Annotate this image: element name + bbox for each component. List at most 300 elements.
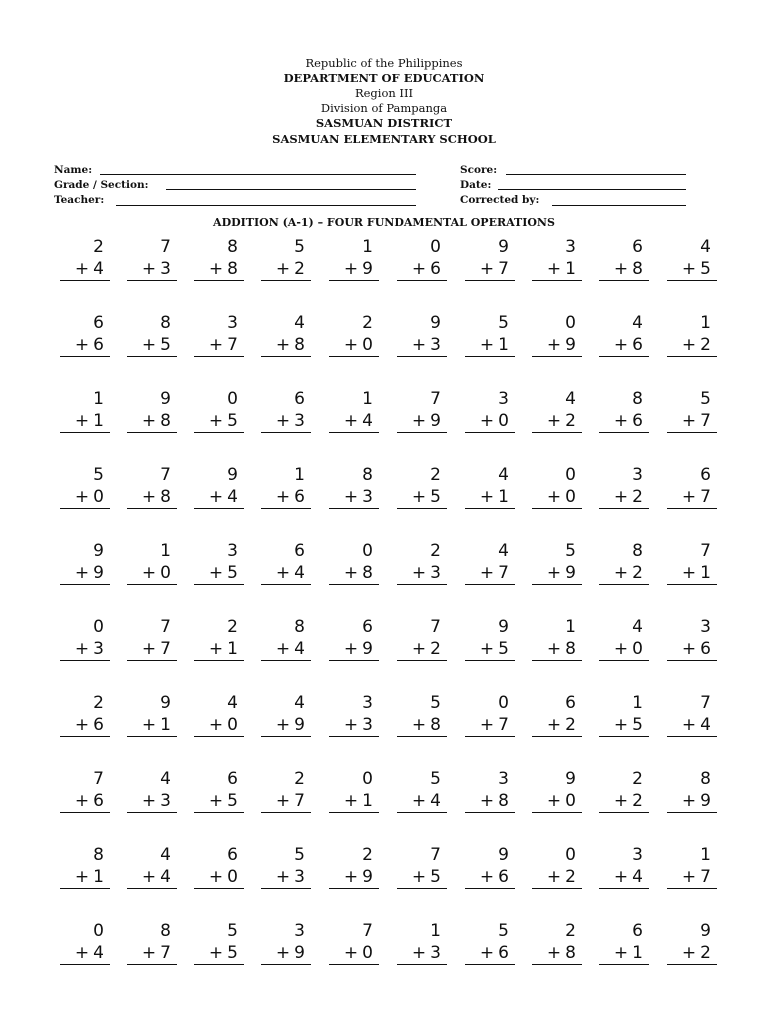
plus-sign: +	[141, 715, 157, 735]
header-school: SASMUAN ELEMENTARY SCHOOL	[272, 132, 496, 146]
plus-sign: +	[411, 791, 427, 811]
addend-bottom-row	[599, 258, 649, 281]
addend-bottom-row	[667, 486, 717, 509]
plus-sign: +	[141, 563, 157, 583]
addend-bottom-row	[127, 486, 177, 509]
addend-top: 8	[294, 617, 305, 637]
addend-top: 7	[362, 921, 373, 941]
addend-bottom: 9	[700, 791, 711, 811]
addend-top: 6	[632, 237, 643, 257]
addend-bottom: 5	[227, 411, 238, 431]
addend-bottom-row	[667, 942, 717, 965]
addend-bottom-row	[599, 334, 649, 357]
addend-bottom-row	[397, 866, 447, 889]
addition-problem	[194, 616, 244, 661]
addend-bottom: 3	[430, 335, 441, 355]
addend-bottom-row	[532, 486, 582, 509]
addend-top: 5	[430, 769, 441, 789]
addend-bottom-row	[667, 714, 717, 737]
plus-sign: +	[411, 563, 427, 583]
plus-sign: +	[74, 715, 90, 735]
addition-problem	[397, 768, 447, 813]
addend-bottom: 6	[430, 259, 441, 279]
plus-sign: +	[546, 715, 562, 735]
plus-sign: +	[343, 335, 359, 355]
plus-sign: +	[546, 335, 562, 355]
addition-problem	[329, 388, 379, 433]
addend-bottom-row	[465, 942, 515, 965]
corrected-by-field[interactable]	[552, 205, 686, 206]
addend-top: 4	[700, 237, 711, 257]
plus-sign: +	[613, 563, 629, 583]
addend-bottom-row	[667, 562, 717, 585]
addend-bottom: 3	[362, 487, 373, 507]
addend-top: 7	[160, 617, 171, 637]
addend-bottom: 9	[430, 411, 441, 431]
addend-bottom: 4	[93, 943, 104, 963]
addition-problem	[194, 844, 244, 889]
addend-bottom-row	[397, 486, 447, 509]
plus-sign: +	[411, 715, 427, 735]
plus-sign: +	[208, 259, 224, 279]
addend-bottom: 5	[227, 943, 238, 963]
addition-problem	[667, 236, 717, 281]
addition-problem	[532, 388, 582, 433]
addend-top: 2	[294, 769, 305, 789]
addition-problem	[194, 692, 244, 737]
addend-top: 6	[362, 617, 373, 637]
addend-bottom-row	[397, 638, 447, 661]
plus-sign: +	[74, 563, 90, 583]
addition-problem	[60, 236, 110, 281]
addend-top: 4	[294, 693, 305, 713]
addend-bottom-row	[329, 714, 379, 737]
addend-top: 5	[700, 389, 711, 409]
plus-sign: +	[479, 715, 495, 735]
plus-sign: +	[681, 867, 697, 887]
addend-bottom: 7	[294, 791, 305, 811]
plus-sign: +	[208, 715, 224, 735]
addend-top: 8	[160, 921, 171, 941]
addend-bottom-row	[397, 714, 447, 737]
addend-bottom: 8	[294, 335, 305, 355]
plus-sign: +	[74, 335, 90, 355]
addend-bottom-row	[329, 790, 379, 813]
addend-bottom-row	[329, 562, 379, 585]
addend-bottom-row	[60, 258, 110, 281]
addition-problem	[532, 920, 582, 965]
addition-problem	[667, 388, 717, 433]
plus-sign: +	[546, 411, 562, 431]
addition-problem	[60, 768, 110, 813]
header-region: Region III	[354, 86, 414, 100]
addend-bottom: 3	[430, 563, 441, 583]
corrected-by-label: Corrected by:	[460, 194, 540, 206]
addend-bottom-row	[667, 638, 717, 661]
addend-top: 2	[362, 845, 373, 865]
plus-sign: +	[681, 943, 697, 963]
addend-bottom: 5	[632, 715, 643, 735]
plus-sign: +	[613, 639, 629, 659]
addend-top: 5	[565, 541, 576, 561]
addend-bottom: 6	[632, 411, 643, 431]
addend-bottom-row	[532, 410, 582, 433]
addend-bottom: 1	[93, 867, 104, 887]
addend-top: 3	[632, 465, 643, 485]
addend-top: 6	[93, 313, 104, 333]
addend-bottom-row	[127, 866, 177, 889]
plus-sign: +	[208, 639, 224, 659]
plus-sign: +	[479, 259, 495, 279]
teacher-field[interactable]	[116, 205, 416, 206]
addition-problem	[465, 236, 515, 281]
addend-top: 4	[632, 617, 643, 637]
addend-top: 7	[430, 389, 441, 409]
addend-bottom: 5	[498, 639, 509, 659]
name-field[interactable]	[100, 174, 416, 175]
addend-top: 9	[160, 389, 171, 409]
addend-bottom-row	[261, 334, 311, 357]
addend-top: 3	[227, 541, 238, 561]
plus-sign: +	[74, 259, 90, 279]
plus-sign: +	[411, 335, 427, 355]
addend-bottom-row	[465, 334, 515, 357]
addend-top: 8	[160, 313, 171, 333]
addend-top: 4	[160, 769, 171, 789]
score-field[interactable]	[506, 174, 686, 175]
addend-bottom: 7	[700, 411, 711, 431]
addition-problem	[465, 464, 515, 509]
plus-sign: +	[74, 791, 90, 811]
addition-problem	[127, 692, 177, 737]
addition-problem	[532, 768, 582, 813]
addition-problem	[599, 464, 649, 509]
addend-top: 4	[632, 313, 643, 333]
addend-bottom: 0	[565, 791, 576, 811]
addition-problem	[127, 844, 177, 889]
addend-bottom: 3	[430, 943, 441, 963]
addend-top: 9	[498, 617, 509, 637]
addend-top: 6	[700, 465, 711, 485]
addition-problem	[194, 312, 244, 357]
addend-bottom-row	[194, 486, 244, 509]
addend-bottom-row	[127, 942, 177, 965]
addend-bottom: 4	[227, 487, 238, 507]
plus-sign: +	[208, 563, 224, 583]
addend-bottom-row	[532, 942, 582, 965]
addend-bottom: 7	[498, 563, 509, 583]
addend-top: 2	[632, 769, 643, 789]
addition-problem	[60, 388, 110, 433]
addend-bottom: 4	[362, 411, 373, 431]
addend-bottom-row	[532, 638, 582, 661]
addend-top: 0	[362, 541, 373, 561]
plus-sign: +	[411, 487, 427, 507]
plus-sign: +	[141, 639, 157, 659]
addend-bottom: 2	[700, 943, 711, 963]
addition-problem	[60, 312, 110, 357]
addend-bottom-row	[60, 562, 110, 585]
plus-sign: +	[479, 943, 495, 963]
addend-top: 8	[227, 237, 238, 257]
addition-problem	[599, 236, 649, 281]
addition-problem	[532, 692, 582, 737]
addition-problem	[667, 692, 717, 737]
addend-bottom: 3	[294, 867, 305, 887]
addend-top: 9	[227, 465, 238, 485]
addend-bottom: 2	[565, 867, 576, 887]
addend-bottom-row	[127, 790, 177, 813]
addend-bottom-row	[599, 562, 649, 585]
addend-bottom: 0	[362, 335, 373, 355]
addend-bottom: 1	[227, 639, 238, 659]
addend-top: 9	[498, 237, 509, 257]
addend-bottom-row	[60, 866, 110, 889]
addend-bottom: 9	[294, 943, 305, 963]
addend-top: 8	[93, 845, 104, 865]
addition-problem	[532, 844, 582, 889]
addend-bottom: 0	[160, 563, 171, 583]
addend-bottom-row	[667, 410, 717, 433]
addition-problem	[397, 616, 447, 661]
plus-sign: +	[479, 411, 495, 431]
addend-bottom-row	[599, 942, 649, 965]
addition-problem	[397, 464, 447, 509]
addend-bottom-row	[194, 562, 244, 585]
addend-bottom: 8	[430, 715, 441, 735]
plus-sign: +	[613, 715, 629, 735]
addend-top: 7	[160, 237, 171, 257]
addend-top: 0	[227, 389, 238, 409]
plus-sign: +	[681, 487, 697, 507]
addition-problem	[261, 464, 311, 509]
addend-bottom: 9	[93, 563, 104, 583]
grade-section-field[interactable]	[166, 189, 416, 190]
addend-top: 0	[565, 845, 576, 865]
addend-bottom-row	[194, 638, 244, 661]
addend-bottom: 4	[632, 867, 643, 887]
addend-bottom-row	[329, 638, 379, 661]
addend-bottom: 1	[700, 563, 711, 583]
plus-sign: +	[411, 639, 427, 659]
addend-bottom-row	[194, 714, 244, 737]
addend-bottom-row	[397, 334, 447, 357]
addend-bottom: 2	[700, 335, 711, 355]
plus-sign: +	[343, 563, 359, 583]
addition-problem	[599, 920, 649, 965]
addend-bottom: 0	[632, 639, 643, 659]
addition-problem	[465, 540, 515, 585]
addition-problem	[194, 236, 244, 281]
addend-bottom: 3	[93, 639, 104, 659]
addend-bottom: 0	[498, 411, 509, 431]
addend-top: 5	[430, 693, 441, 713]
addition-problem	[261, 768, 311, 813]
addition-problem	[329, 616, 379, 661]
addition-problem	[667, 312, 717, 357]
addend-bottom-row	[261, 638, 311, 661]
addend-bottom-row	[397, 562, 447, 585]
addend-bottom-row	[329, 410, 379, 433]
plus-sign: +	[613, 487, 629, 507]
addend-bottom: 6	[294, 487, 305, 507]
addend-top: 1	[632, 693, 643, 713]
addend-bottom: 3	[160, 791, 171, 811]
addend-bottom-row	[599, 486, 649, 509]
addend-top: 8	[632, 541, 643, 561]
plus-sign: +	[74, 867, 90, 887]
addend-bottom: 6	[632, 335, 643, 355]
addition-problem	[667, 768, 717, 813]
addend-bottom: 8	[498, 791, 509, 811]
header-district: SASMUAN DISTRICT	[315, 116, 453, 130]
addend-bottom: 7	[498, 259, 509, 279]
addend-bottom-row	[465, 790, 515, 813]
addition-problem	[465, 920, 515, 965]
addend-bottom-row	[532, 258, 582, 281]
addend-bottom-row	[465, 258, 515, 281]
score-label: Score:	[460, 164, 498, 176]
addend-bottom: 3	[160, 259, 171, 279]
addition-problem	[667, 920, 717, 965]
addend-top: 9	[93, 541, 104, 561]
addend-top: 7	[700, 541, 711, 561]
addend-bottom: 5	[430, 867, 441, 887]
addend-top: 1	[700, 313, 711, 333]
addend-bottom-row	[599, 638, 649, 661]
header-department: DEPARTMENT OF EDUCATION	[283, 71, 485, 85]
addend-bottom: 2	[632, 791, 643, 811]
plus-sign: +	[681, 563, 697, 583]
plus-sign: +	[479, 791, 495, 811]
plus-sign: +	[208, 943, 224, 963]
addend-top: 7	[430, 617, 441, 637]
addition-problem	[599, 616, 649, 661]
addition-problem	[127, 464, 177, 509]
addend-top: 3	[498, 389, 509, 409]
addend-bottom: 8	[565, 639, 576, 659]
addition-problem	[599, 768, 649, 813]
problem-grid	[0, 236, 768, 976]
plus-sign: +	[275, 335, 291, 355]
addend-top: 2	[227, 617, 238, 637]
plus-sign: +	[479, 563, 495, 583]
addend-top: 5	[498, 313, 509, 333]
plus-sign: +	[208, 487, 224, 507]
addend-bottom-row	[194, 790, 244, 813]
addend-top: 2	[430, 465, 441, 485]
plus-sign: +	[613, 411, 629, 431]
addend-bottom-row	[127, 562, 177, 585]
plus-sign: +	[275, 639, 291, 659]
addition-problem	[194, 388, 244, 433]
plus-sign: +	[546, 943, 562, 963]
addition-problem	[329, 236, 379, 281]
addition-problem	[397, 844, 447, 889]
addition-problem	[532, 540, 582, 585]
worksheet-title: ADDITION (A-1) – FOUR FUNDAMENTAL OPERATIONS	[213, 216, 555, 229]
addition-problem	[127, 768, 177, 813]
addition-problem	[60, 464, 110, 509]
addition-problem	[60, 844, 110, 889]
addend-bottom-row	[667, 790, 717, 813]
addition-problem	[532, 236, 582, 281]
addend-top: 4	[498, 541, 509, 561]
addend-bottom-row	[465, 714, 515, 737]
addend-bottom-row	[465, 866, 515, 889]
addition-problem	[667, 540, 717, 585]
plus-sign: +	[74, 943, 90, 963]
addend-bottom-row	[60, 942, 110, 965]
addition-problem	[465, 312, 515, 357]
addend-bottom: 6	[93, 791, 104, 811]
plus-sign: +	[546, 791, 562, 811]
addend-bottom: 2	[294, 259, 305, 279]
addend-bottom-row	[127, 334, 177, 357]
addend-top: 4	[565, 389, 576, 409]
addend-bottom-row	[60, 334, 110, 357]
addend-bottom-row	[599, 714, 649, 737]
plus-sign: +	[141, 259, 157, 279]
plus-sign: +	[74, 411, 90, 431]
plus-sign: +	[613, 867, 629, 887]
addition-problem	[465, 388, 515, 433]
addend-bottom: 2	[565, 411, 576, 431]
addend-bottom-row	[465, 562, 515, 585]
addend-top: 3	[700, 617, 711, 637]
addend-top: 6	[294, 389, 305, 409]
addend-bottom-row	[127, 258, 177, 281]
date-field[interactable]	[498, 189, 686, 190]
addend-bottom: 1	[93, 411, 104, 431]
teacher-label: Teacher:	[54, 194, 105, 206]
addition-problem	[667, 464, 717, 509]
addition-problem	[261, 540, 311, 585]
addition-problem	[532, 616, 582, 661]
addend-bottom-row	[667, 866, 717, 889]
addend-bottom: 4	[294, 563, 305, 583]
plus-sign: +	[343, 411, 359, 431]
addend-bottom-row	[329, 866, 379, 889]
addend-bottom-row	[397, 258, 447, 281]
addend-bottom: 4	[700, 715, 711, 735]
addition-problem	[397, 540, 447, 585]
addend-bottom-row	[599, 410, 649, 433]
addend-bottom-row	[194, 942, 244, 965]
addition-problem	[465, 768, 515, 813]
plus-sign: +	[208, 791, 224, 811]
addend-bottom: 1	[498, 335, 509, 355]
addend-bottom: 5	[700, 259, 711, 279]
addend-top: 1	[565, 617, 576, 637]
addend-top: 1	[294, 465, 305, 485]
addend-bottom: 4	[294, 639, 305, 659]
addend-top: 1	[160, 541, 171, 561]
addend-bottom-row	[127, 714, 177, 737]
addend-bottom-row	[194, 410, 244, 433]
plus-sign: +	[141, 943, 157, 963]
plus-sign: +	[275, 943, 291, 963]
addition-problem	[329, 540, 379, 585]
addend-top: 0	[362, 769, 373, 789]
addend-bottom: 9	[362, 259, 373, 279]
addition-problem	[599, 540, 649, 585]
addend-bottom-row	[667, 258, 717, 281]
plus-sign: +	[141, 335, 157, 355]
addend-bottom: 7	[498, 715, 509, 735]
addend-bottom-row	[397, 410, 447, 433]
addend-bottom-row	[599, 790, 649, 813]
